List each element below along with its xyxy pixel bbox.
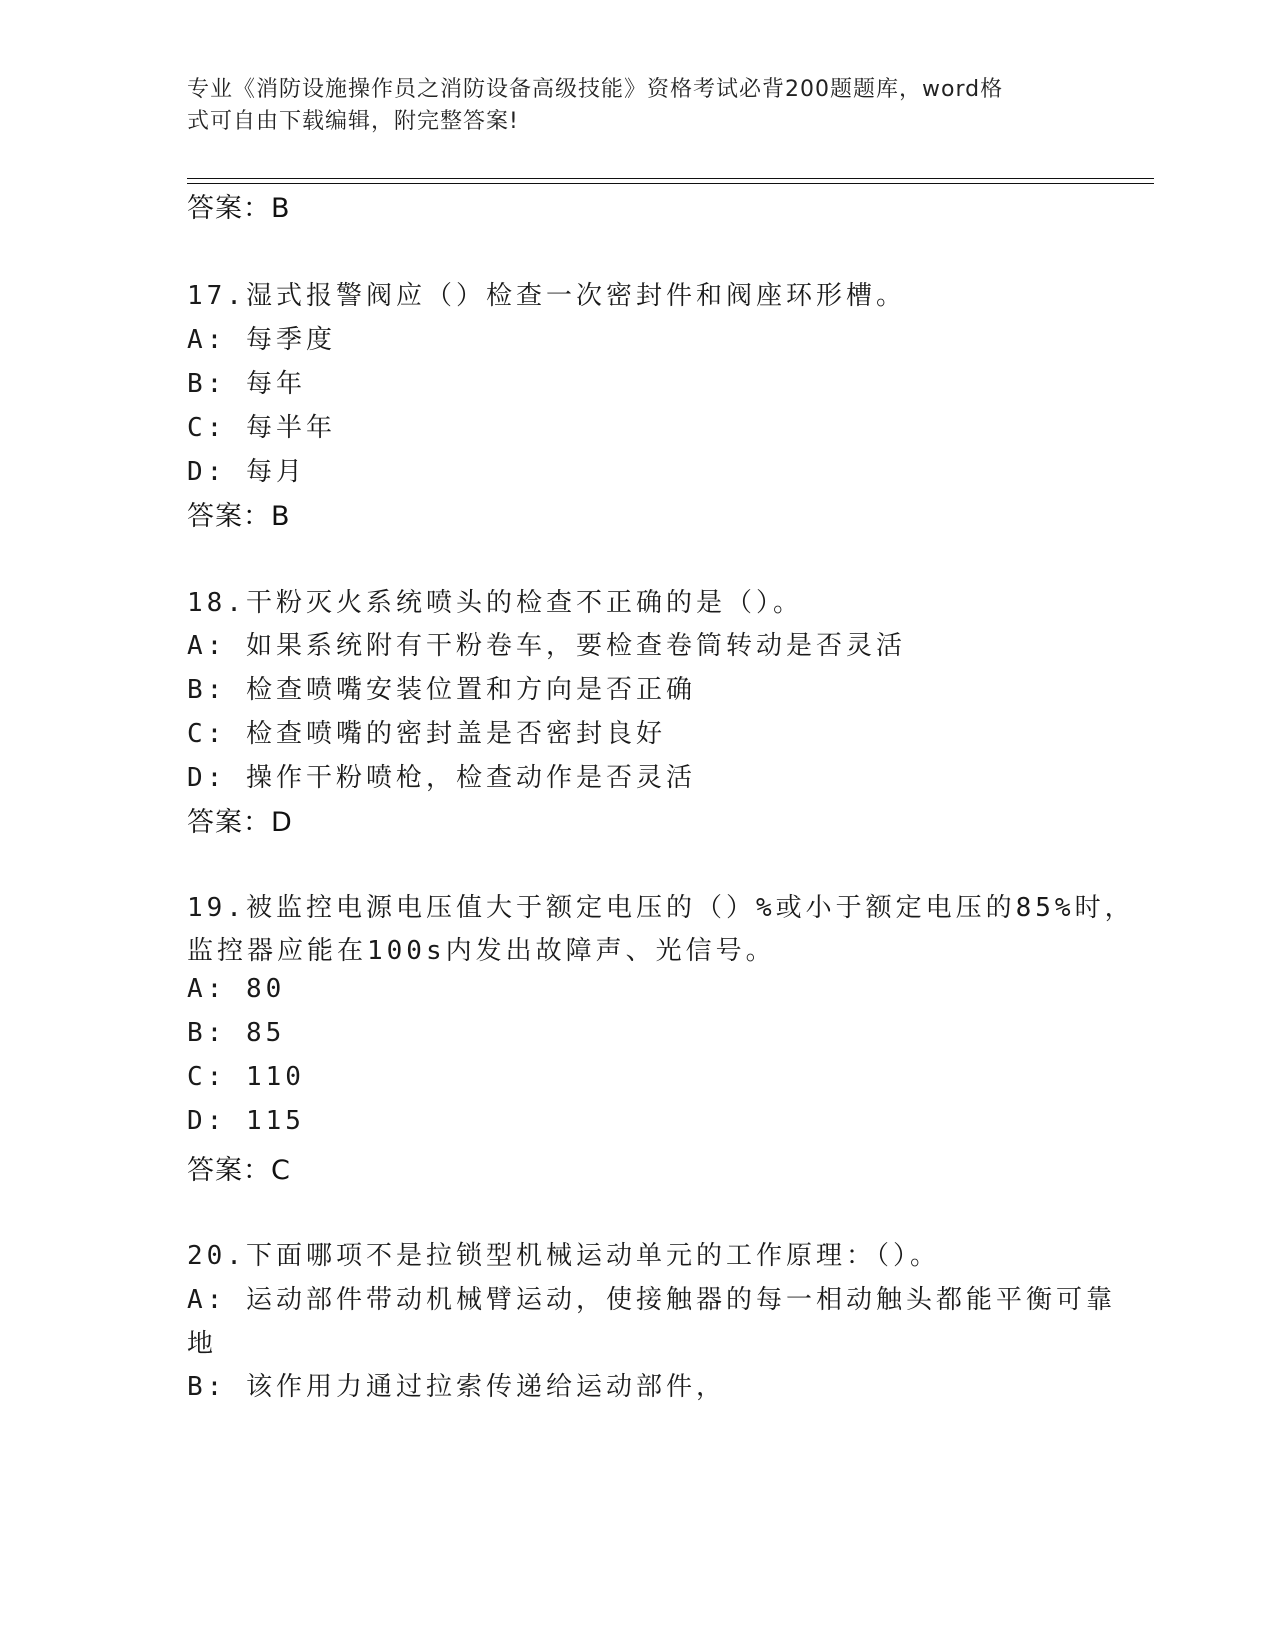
header-line-2: 式可自由下载编辑，附完整答案! — [187, 109, 519, 134]
option-c: C: 每半年 — [187, 413, 336, 443]
option-d: D: 操作干粉喷枪，检查动作是否灵活 — [187, 763, 696, 793]
option-c: C: 110 — [187, 1062, 305, 1092]
option-a-line-2: 地 — [187, 1329, 218, 1359]
option-a: A: 80 — [187, 974, 286, 1004]
header-divider-bottom — [187, 183, 1154, 184]
option-b: B: 85 — [187, 1018, 286, 1048]
option-b: B: 每年 — [187, 369, 306, 399]
question-19-line-2: 监控器应能在100s内发出故障声、光信号。 — [187, 936, 776, 966]
option-c: C: 检查喷嘴的密封盖是否密封良好 — [187, 719, 666, 749]
answer-line: 答案：C — [187, 1155, 291, 1186]
answer-line: 答案：D — [187, 807, 293, 838]
answer-line: 答案：B — [187, 193, 291, 224]
question-20: 20.下面哪项不是拉锁型机械运动单元的工作原理：（）。 — [187, 1241, 940, 1271]
question-19-line-1: 19.被监控电源电压值大于额定电压的（）%或小于额定电压的85%时， — [187, 893, 1135, 923]
header-divider-top — [187, 178, 1154, 179]
option-b: B: 该作用力通过拉索传递给运动部件， — [187, 1372, 726, 1402]
option-d: D: 每月 — [187, 457, 306, 487]
document-header — [187, 74, 1067, 138]
option-a: A: 每季度 — [187, 325, 336, 355]
option-b: B: 检查喷嘴安装位置和方向是否正确 — [187, 675, 696, 705]
option-a: A: 如果系统附有干粉卷车，要检查卷筒转动是否灵活 — [187, 631, 906, 661]
answer-line: 答案：B — [187, 501, 291, 532]
header-line-1: 专业《消防设施操作员之消防设备高级技能》资格考试必背200题题库，word格 — [187, 77, 1004, 102]
question-18: 18.干粉灭火系统喷头的检查不正确的是（）。 — [187, 588, 803, 618]
option-a-line-1: A: 运动部件带动机械臂运动，使接触器的每一相动触头都能平衡可靠 — [187, 1285, 1116, 1315]
question-17: 17.湿式报警阀应（）检查一次密封件和阀座环形槽。 — [187, 281, 906, 311]
option-d: D: 115 — [187, 1106, 305, 1136]
